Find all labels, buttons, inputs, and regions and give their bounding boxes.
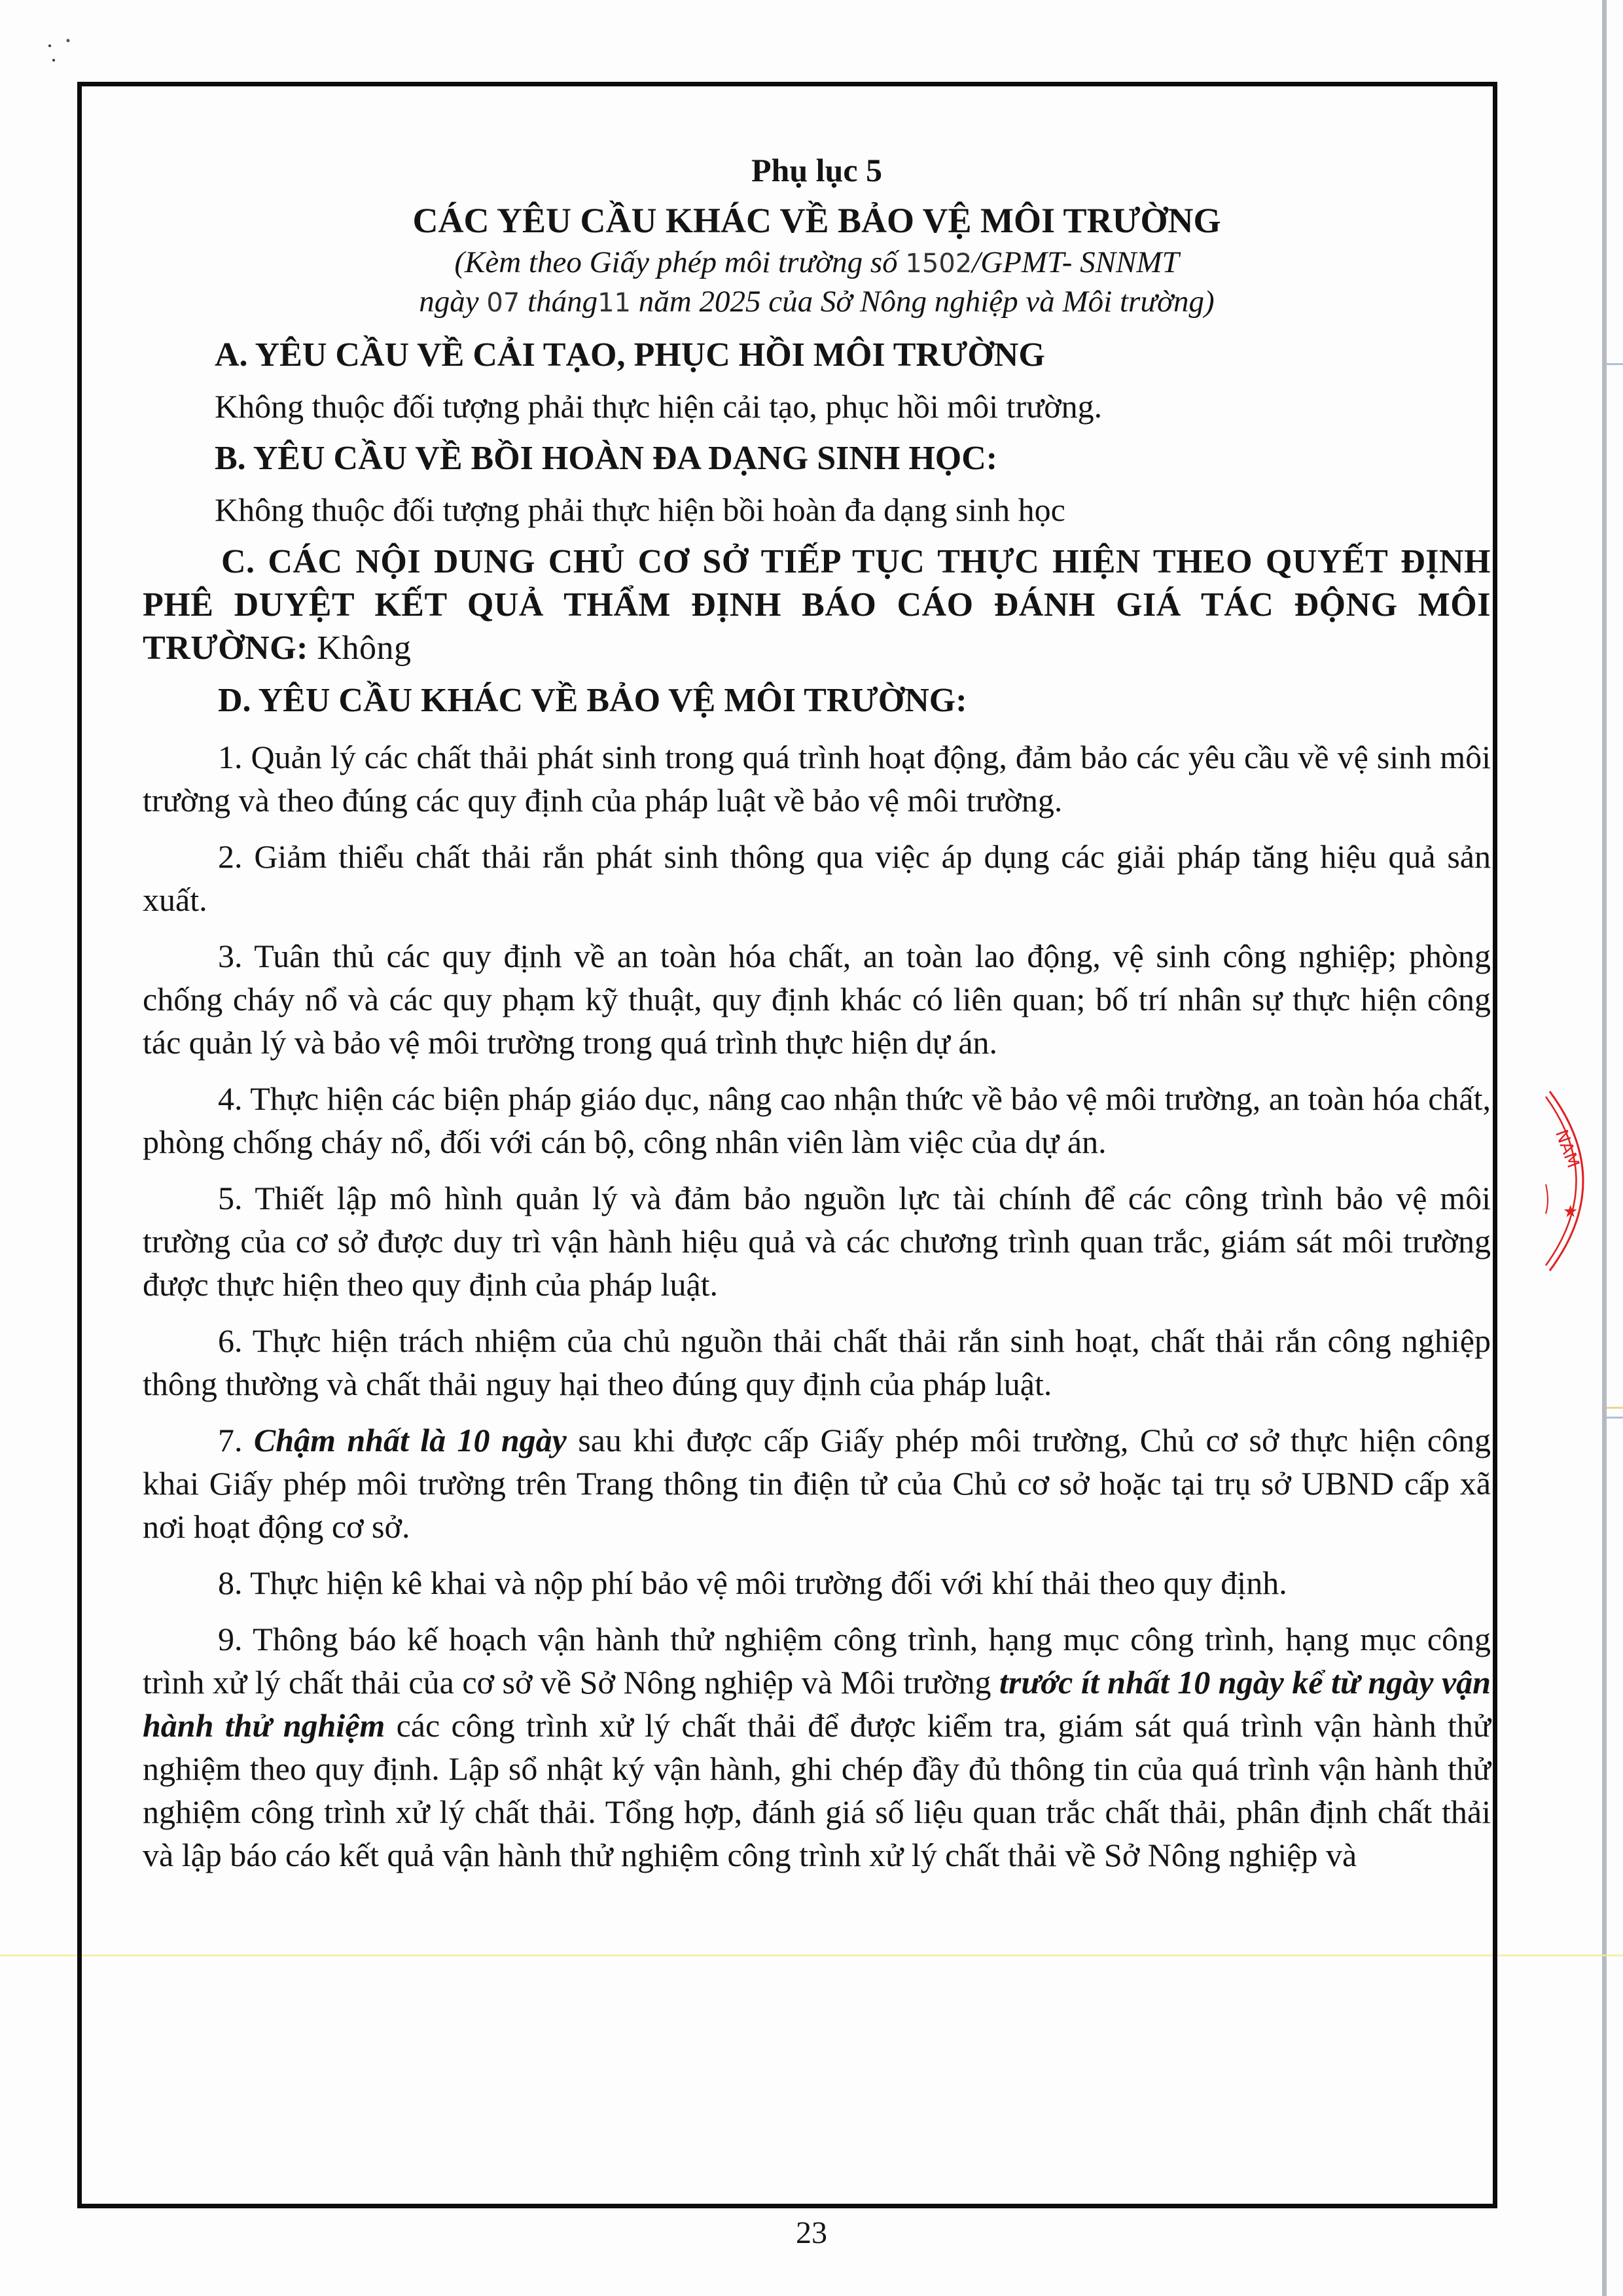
section-d-heading: D. YÊU CẦU KHÁC VỀ BẢO VỆ MÔI TRƯỜNG: bbox=[218, 682, 967, 719]
section-b-heading: B. YÊU CẦU VỀ BỒI HOÀN ĐA DẠNG SINH HỌC: bbox=[215, 440, 998, 477]
attachment-line2-mid: tháng bbox=[520, 285, 598, 319]
requirement-item-6: 6. Thực hiện trách nhiệm của chủ nguồn thải chất thải rắn sinh hoạt, chất thải rắn công nghiệp thông thường và chất thải nguy hại theo đúng quy định của pháp luật. bbox=[143, 1322, 1491, 1402]
requirement-item-3: 3. Tuân thủ các quy định về an toàn hóa chất, an toàn lao động, vệ sinh công nghiệp; phòng chống cháy nổ và các quy phạm kỹ thuật, quy định khác có liên quan; bố trí nhân sự thực hiện công tác quản lý và bảo vệ môi trường trong quá trình thực hiện dự án. bbox=[143, 938, 1491, 1061]
handwritten-month: 11 bbox=[597, 288, 632, 318]
requirement-item-5: 5. Thiết lập mô hình quản lý và đảm bảo nguồn lực tài chính để các công trình bảo vệ môi trường của cơ sở được duy trì vận hành hiệu quả và các chương trình quan trắc, giám sát môi trường được thực hiện theo quy định của pháp luật. bbox=[143, 1180, 1491, 1303]
section-a-body: Không thuộc đối tượng phải thực hiện cải tạo, phục hồi môi trường. bbox=[215, 388, 1103, 425]
requirement-item-2: 2. Giảm thiểu chất thải rắn phát sinh thông qua việc áp dụng các giải pháp tăng hiệu quả sản xuất. bbox=[143, 838, 1491, 918]
scanner-tick bbox=[1607, 1407, 1623, 1409]
item-9-emphasis: trước ít nhất 10 ngày kể từ ngày vận hành thử nghiệm bbox=[143, 1664, 1491, 1744]
attachment-line2-prefix: ngày bbox=[419, 285, 487, 319]
item-9-suffix: các công trình xử lý chất thải để được kiểm tra, giám sát quá trình vận hành thử nghiệm theo quy định. Lập sổ nhật ký vận hành, ghi chép đầy đủ thông tin của quá trình vận hành thử nghiệm công trình xử lý chất thải. Tổng hợp, đánh giá số liệu quan trắc chất thải, phân định chất thải và lập báo cáo kết quả vận hành thử nghiệm công trình xử lý chất thải về Sở Nông nghiệp và bbox=[143, 1707, 1491, 1873]
requirement-item-8: 8. Thực hiện kê khai và nộp phí bảo vệ môi trường đối với khí thải theo quy định. bbox=[218, 1564, 1287, 1601]
requirement-item-9 bbox=[143, 1617, 1491, 1877]
item-7-suffix: sau khi được cấp Giấy phép môi trường, Chủ cơ sở thực hiện công khai Giấy phép môi trường trên Trang thông tin điện tử của Chủ cơ sở hoặc tại trụ sở UBND cấp xã nơi hoạt động cơ sở. bbox=[143, 1422, 1491, 1545]
scan-specks bbox=[39, 33, 105, 75]
page-number: 23 bbox=[796, 2216, 827, 2250]
item-7-emphasis: Chậm nhất là 10 ngày bbox=[253, 1422, 567, 1458]
stamp-text: NAM bbox=[1551, 1127, 1583, 1171]
requirement-item-4: 4. Thực hiện các biện pháp giáo dục, nâng cao nhận thức về bảo vệ môi trường, an toàn hóa chất, phòng chống cháy nổ, đối với cán bộ, công nhân viên làm việc của dự án. bbox=[143, 1080, 1491, 1160]
document-title: CÁC YÊU CẦU KHÁC VỀ BẢO VỆ MÔI TRƯỜNG bbox=[412, 201, 1221, 240]
attachment-line1-prefix: (Kèm theo Giấy phép môi trường số bbox=[454, 245, 906, 279]
svg-text:★: ★ bbox=[1563, 1202, 1578, 1222]
scanner-tick bbox=[1607, 363, 1623, 365]
section-b-body: Không thuộc đối tượng phải thực hiện bồi hoàn đa dạng sinh học bbox=[215, 491, 1065, 528]
annex-label: Phụ lục 5 bbox=[751, 152, 883, 188]
requirement-item-7 bbox=[143, 1419, 1491, 1548]
section-c-answer: Không bbox=[308, 629, 412, 667]
handwritten-permit-number: 1502 bbox=[905, 249, 972, 279]
attachment-line1-suffix: /GPMT- SNNMT bbox=[972, 245, 1179, 279]
requirement-item-1: 1. Quản lý các chất thải phát sinh trong quá trình hoạt động, đảm bảo các yêu cầu về vệ sinh môi trường và theo đúng các quy định của pháp luật về bảo vệ môi trường. bbox=[143, 739, 1491, 819]
attachment-line2-suffix: năm 2025 của Sở Nông nghiệp và Môi trường) bbox=[631, 285, 1215, 319]
attachment-note bbox=[143, 243, 1491, 322]
scanner-tick bbox=[1607, 1417, 1623, 1419]
section-c-title: C. CÁC NỘI DUNG CHỦ CƠ SỞ TIẾP TỤC THỰC HIỆN THEO QUYẾT ĐỊNH PHÊ DUYỆT KẾT QUẢ THẨM ĐỊNH BÁO CÁO ĐÁNH GIÁ TÁC ĐỘNG MÔI TRƯỜNG: bbox=[143, 543, 1491, 667]
section-c-heading bbox=[143, 540, 1491, 670]
section-a-heading: A. YÊU CẦU VỀ CẢI TẠO, PHỤC HỒI MÔI TRƯỜNG bbox=[215, 336, 1045, 374]
item-9-prefix: 9. Thông báo kế hoạch vận hành thử nghiệm công trình, hạng mục công trình, hạng mục công trình xử lý chất thải của cơ sở về Sở Nông nghiệp và Môi trường bbox=[143, 1621, 1491, 1701]
scan-noise-icon bbox=[39, 33, 105, 72]
item-7-prefix: 7. bbox=[218, 1422, 254, 1458]
document-body bbox=[143, 150, 1491, 1877]
red-seal-stamp-icon bbox=[1544, 1086, 1603, 1276]
handwritten-day: 07 bbox=[486, 288, 520, 318]
